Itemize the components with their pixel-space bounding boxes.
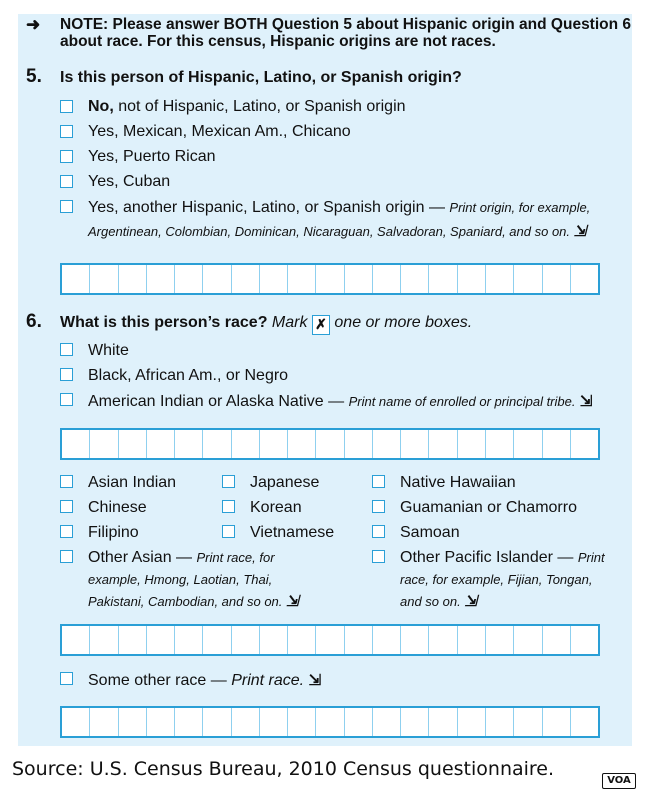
q6-japanese-checkbox[interactable] <box>222 475 235 488</box>
q6-other-pacific-instr0: Print <box>577 550 605 565</box>
print-arrow-icon: ⇲ <box>308 672 322 689</box>
q6-guamanian-checkbox[interactable] <box>372 500 385 513</box>
q5-cuban-label: Yes, Cuban <box>88 173 171 190</box>
print-arrow-icon: ⇲ <box>464 593 477 610</box>
q6-vietnamese-label: Vietnamese <box>250 524 335 541</box>
q6-some-other-checkbox[interactable] <box>60 672 73 685</box>
q6-filipino-checkbox[interactable] <box>60 525 73 538</box>
q6-number: 6. <box>26 311 42 332</box>
print-arrow-icon: ⇲ <box>579 393 593 410</box>
q6-other-asian-text: Other Asian — <box>88 549 193 566</box>
q6-white-label: White <box>88 342 129 359</box>
q6-other-pacific-instr2: and so on. <box>400 594 461 609</box>
q6-japanese-label: Japanese <box>250 474 320 491</box>
q5-another-text: Yes, another Hispanic, Latino, or Spanish origin — <box>88 199 445 216</box>
q6-asian-pacific-write-in[interactable] <box>60 624 600 656</box>
q6-instr-mark: Mark <box>271 314 308 331</box>
x-mark-icon: ✗ <box>312 315 330 335</box>
q5-number: 5. <box>26 66 42 87</box>
q5-mexican-label: Yes, Mexican, Mexican Am., Chicano <box>88 123 351 140</box>
q6-american-indian-label <box>88 392 593 411</box>
q6-some-other-label <box>88 671 321 690</box>
q6-asian-indian-checkbox[interactable] <box>60 475 73 488</box>
q5-no-rest: not of Hispanic, Latino, or Spanish origin <box>118 98 406 115</box>
q6-tribe-write-in[interactable] <box>60 428 600 460</box>
q6-guamanian-label: Guamanian or Chamorro <box>400 499 577 516</box>
q6-question: What is this person’s race? <box>60 314 268 331</box>
q6-american-indian-instr: Print name of enrolled or principal tribe. <box>348 394 576 409</box>
q6-asian-indian-label: Asian Indian <box>88 474 177 491</box>
q6-other-pacific-instr1: race, for example, Fijian, Tongan, <box>400 572 593 587</box>
q6-black-label: Black, African Am., or Negro <box>88 367 289 384</box>
note-text: NOTE: Please answer BOTH Question 5 about Hispanic origin and Question 6 about race. For this census, Hispanic origins are not races. <box>60 16 632 50</box>
q5-another-checkbox[interactable] <box>60 200 73 213</box>
q6-chinese-label: Chinese <box>88 499 147 516</box>
q5-another-instr2: Argentinean, Colombian, Dominican, Nicaraguan, Salvadoran, Spaniard, and so on. <box>88 224 571 239</box>
q6-native-hawaiian-checkbox[interactable] <box>372 475 385 488</box>
q5-another-label <box>88 199 590 217</box>
q6-question-line <box>60 314 472 335</box>
q5-question: Is this person of Hispanic, Latino, or Spanish origin? <box>60 69 462 86</box>
print-arrow-icon: ⇲ <box>573 223 587 240</box>
q6-other-race-write-in[interactable] <box>60 706 600 738</box>
q6-other-pacific-text: Other Pacific Islander — <box>400 549 574 566</box>
q6-white-checkbox[interactable] <box>60 343 73 356</box>
print-arrow-icon: ⇲ <box>286 593 299 610</box>
q6-filipino-label: Filipino <box>88 524 139 541</box>
q6-other-asian-instr3-line <box>88 592 299 610</box>
q5-puerto-rican-checkbox[interactable] <box>60 150 73 163</box>
q5-no-checkbox[interactable] <box>60 100 73 113</box>
q6-samoan-checkbox[interactable] <box>372 525 385 538</box>
q6-instr-rest: one or more boxes. <box>334 314 473 331</box>
q6-some-other-instr: Print race. <box>231 672 305 689</box>
q6-other-asian-instr1: Print race, for <box>196 550 275 565</box>
q5-no-label <box>88 98 406 116</box>
source-caption: Source: U.S. Census Bureau, 2010 Census questionnaire. <box>12 758 555 780</box>
q5-another-instr1: Print origin, for example, <box>449 200 591 215</box>
q5-puerto-rican-label: Yes, Puerto Rican <box>88 148 216 165</box>
q6-american-indian-checkbox[interactable] <box>60 393 73 406</box>
q5-another-instr2-line <box>88 222 586 240</box>
q6-other-asian-instr2: example, Hmong, Laotian, Thai, <box>88 572 273 587</box>
voa-logo: VOA <box>602 773 636 789</box>
arrow-right-icon: ➜ <box>26 15 41 34</box>
q6-samoan-label: Samoan <box>400 524 460 541</box>
q6-chinese-checkbox[interactable] <box>60 500 73 513</box>
q6-other-asian-instr3: Pakistani, Cambodian, and so on. <box>88 594 283 609</box>
q6-native-hawaiian-label: Native Hawaiian <box>400 474 516 491</box>
q6-other-asian-checkbox[interactable] <box>60 550 73 563</box>
q6-other-pacific-instr2-line <box>400 592 477 610</box>
q6-american-indian-text: American Indian or Alaska Native — <box>88 393 345 410</box>
q6-other-asian-label <box>88 549 275 567</box>
q5-no-bold: No, <box>88 98 114 115</box>
q6-other-pacific-label <box>400 549 605 567</box>
q6-vietnamese-checkbox[interactable] <box>222 525 235 538</box>
q6-korean-label: Korean <box>250 499 302 516</box>
q5-cuban-checkbox[interactable] <box>60 175 73 188</box>
q5-origin-write-in[interactable] <box>60 263 600 295</box>
q6-black-checkbox[interactable] <box>60 368 73 381</box>
q6-korean-checkbox[interactable] <box>222 500 235 513</box>
q5-mexican-checkbox[interactable] <box>60 125 73 138</box>
q6-other-pacific-checkbox[interactable] <box>372 550 385 563</box>
q6-some-other-text: Some other race — <box>88 672 227 689</box>
